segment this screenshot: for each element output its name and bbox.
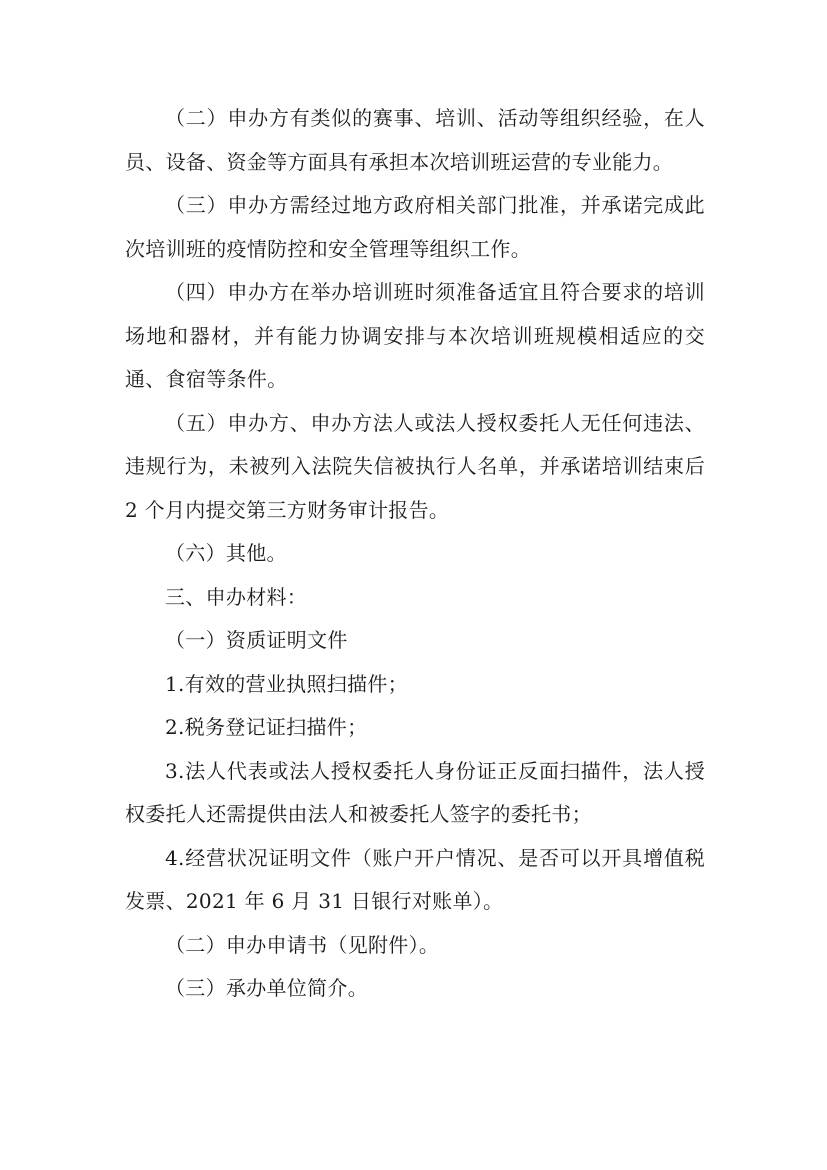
list-item-operation-status: 4.经营状况证明文件（账户开户情况、是否可以开具增值税发票、2021 年 6 月 31 日银行对账单）。 — [125, 845, 705, 913]
document-body — [125, 97, 705, 1011]
subheading-organizer-intro: （三）承办单位简介。 — [165, 976, 368, 1000]
list-item-business-license: 1.有效的营业执照扫描件； — [165, 671, 408, 696]
paragraph-requirement-6: （六）其他。 — [165, 541, 287, 565]
list-item-tax-registration: 2.税务登记证扫描件； — [165, 715, 368, 739]
list-item-id-card: 3.法人代表或法人授权委托人身份证正反面扫描件，法人授权委托人还需提供由法人和被委托人签字的委托书； — [125, 758, 705, 826]
section-heading-materials: 三、申办材料： — [165, 584, 308, 609]
paragraph-requirement-2: （二）申办方有类似的赛事、培训、活动等组织经验，在人员、设备、资金等方面具有承担本次培训班运营的专业能力。 — [125, 106, 705, 174]
subheading-application-form: （二）申办申请书（见附件）。 — [165, 932, 440, 957]
paragraph-requirement-3: （三）申办方需经过地方政府相关部门批准，并承诺完成此次培训班的疫情防控和安全管理等组织工作。 — [125, 193, 705, 261]
paragraph-requirement-5: （五）申办方、申办方法人或法人授权委托人无任何违法、违规行为，未被列入法院失信被执行人名单，并承诺培训结束后 2 个月内提交第三方财务审计报告。 — [125, 410, 705, 522]
subheading-qualification-docs: （一）资质证明文件 — [165, 628, 348, 652]
paragraph-requirement-4: （四）申办方在举办培训班时须准备适宜且符合要求的培训场地和器材，并有能力协调安排与本次培训班规模相适应的交通、食宿等条件。 — [125, 280, 705, 391]
